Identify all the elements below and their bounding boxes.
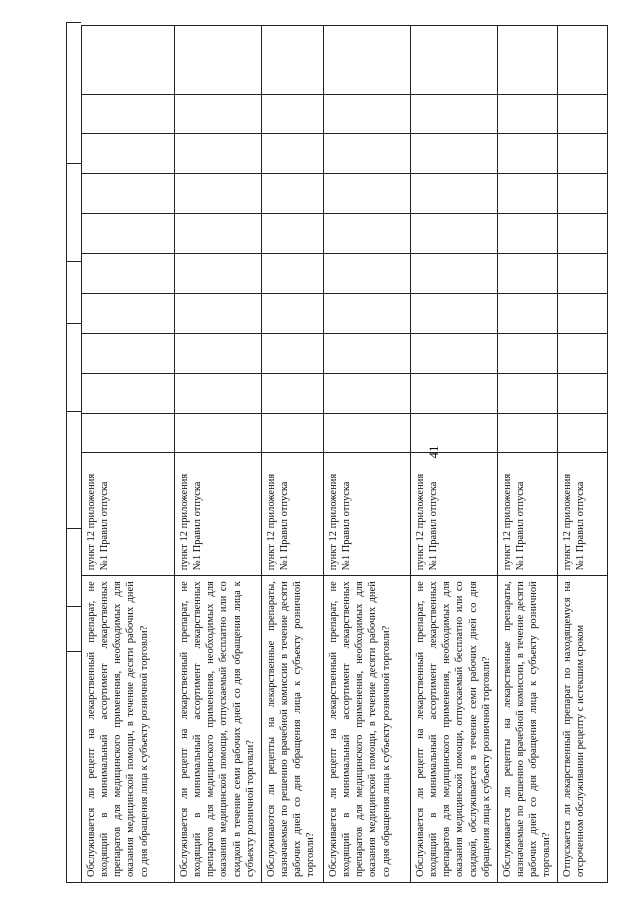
blank-cell bbox=[82, 134, 175, 174]
table-row bbox=[411, 26, 498, 883]
blank-cell bbox=[262, 373, 324, 413]
reference-cell: пункт 12 приложения №1 Правил отпуска bbox=[557, 453, 607, 576]
question-cell: Обслуживается ли рецепт на лекарственный препарат, не входящий в минимальный ассортимент лекарственных препаратов для медицинского применения, необходимых для оказания медицинской помощи, в течение десяти рабочих дней со дня обращения лица к субъекту розничной торговли? bbox=[82, 576, 175, 883]
margin-tick bbox=[67, 261, 82, 262]
reference-cell: пункт 12 приложения №1 Правил отпуска bbox=[498, 453, 558, 576]
question-cell: Обслуживается ли рецепт на лекарственный препарат, не входящий в минимальный ассортимент лекарственных препаратов для медицинского применения, необходимых для оказания медицинской помощи, отпускаемый бесплатно или со скидкой в течение семи рабочих дней со дня обращения лица к субъекту розничной торговли? bbox=[175, 576, 262, 883]
blank-cell bbox=[175, 134, 262, 174]
blank-cell bbox=[262, 26, 324, 95]
blank-cell bbox=[557, 214, 607, 254]
blank-cell bbox=[82, 26, 175, 95]
blank-cell bbox=[82, 413, 175, 453]
blank-cell bbox=[82, 333, 175, 373]
reference-cell: пункт 12 приложения №1 Правил отпуска bbox=[262, 453, 324, 576]
question-cell: Обслуживаются ли рецепты на лекарственные препараты, назначаемые по решению врачебной комиссии в течение десяти рабочих дней со дня обращения лица к субъекту розничной торговли? bbox=[262, 576, 324, 883]
table-row bbox=[262, 26, 324, 883]
blank-cell bbox=[175, 174, 262, 214]
blank-cell bbox=[82, 293, 175, 333]
blank-cell bbox=[175, 413, 262, 453]
margin-tick bbox=[67, 163, 82, 164]
blank-cell bbox=[557, 254, 607, 294]
blank-cell bbox=[411, 413, 498, 453]
blank-cell bbox=[411, 373, 498, 413]
blank-cell bbox=[262, 174, 324, 214]
blank-cell bbox=[175, 254, 262, 294]
table-row bbox=[82, 26, 175, 883]
blank-cell bbox=[411, 134, 498, 174]
table-row bbox=[498, 26, 558, 883]
blank-cell bbox=[262, 413, 324, 453]
blank-cell bbox=[324, 333, 411, 373]
blank-cell bbox=[262, 293, 324, 333]
blank-cell bbox=[557, 26, 607, 95]
margin-tick bbox=[67, 606, 82, 607]
reference-cell: пункт 12 приложения №1 Правил отпуска bbox=[175, 453, 262, 576]
blank-cell bbox=[498, 254, 558, 294]
blank-cell bbox=[411, 174, 498, 214]
rotated-table-container bbox=[81, 25, 605, 883]
blank-cell bbox=[262, 254, 324, 294]
blank-cell bbox=[262, 134, 324, 174]
blank-cell bbox=[324, 293, 411, 333]
reference-cell: пункт 12 приложения №1 Правил отпуска bbox=[324, 453, 411, 576]
checklist-table bbox=[81, 25, 608, 883]
blank-cell bbox=[411, 26, 498, 95]
reference-cell: пункт 12 приложения №1 Правил отпуска bbox=[82, 453, 175, 576]
blank-cell bbox=[175, 293, 262, 333]
blank-cell bbox=[324, 413, 411, 453]
blank-cell bbox=[82, 94, 175, 134]
blank-cell bbox=[498, 134, 558, 174]
blank-cell bbox=[175, 94, 262, 134]
question-cell: Обслуживается ли рецепты на лекарственные препараты, назначаемые по решению врачебной комиссии, в течение десяти рабочих дней со дня обращения лица к субъекту розничной торговли? bbox=[498, 576, 558, 883]
blank-cell bbox=[324, 174, 411, 214]
blank-cell bbox=[498, 26, 558, 95]
blank-cell bbox=[411, 333, 498, 373]
blank-cell bbox=[82, 214, 175, 254]
blank-cell bbox=[498, 373, 558, 413]
margin-tick bbox=[67, 528, 82, 529]
blank-cell bbox=[557, 333, 607, 373]
table-row bbox=[557, 26, 607, 883]
blank-cell bbox=[262, 214, 324, 254]
blank-cell bbox=[498, 174, 558, 214]
blank-cell bbox=[324, 94, 411, 134]
reference-cell: пункт 12 приложения №1 Правил отпуска bbox=[411, 453, 498, 576]
question-cell: Обслуживается ли рецепт на лекарственный препарат, не входящий в минимальный ассортимент лекарственных препаратов для медицинского применения, необходимых для оказания медицинской помощи, отпускаемый бесплатно или со скидкой, обслуживается в течение семи рабочих дней со дня обращения лица к субъекту розничной торговли? bbox=[411, 576, 498, 883]
table-row bbox=[324, 26, 411, 883]
margin-tick bbox=[67, 651, 82, 652]
margin-tick bbox=[67, 411, 82, 412]
margin-tick bbox=[67, 323, 82, 324]
blank-cell bbox=[411, 254, 498, 294]
blank-cell bbox=[175, 333, 262, 373]
blank-cell bbox=[324, 373, 411, 413]
blank-cell bbox=[411, 293, 498, 333]
blank-cell bbox=[557, 94, 607, 134]
blank-cell bbox=[557, 134, 607, 174]
blank-cell bbox=[262, 333, 324, 373]
blank-cell bbox=[324, 254, 411, 294]
blank-cell bbox=[498, 293, 558, 333]
blank-cell bbox=[175, 26, 262, 95]
blank-cell bbox=[82, 174, 175, 214]
blank-cell bbox=[498, 413, 558, 453]
blank-cell bbox=[411, 94, 498, 134]
question-cell: Обслуживается ли рецепт на лекарственный препарат, не входящий в минимальный ассортимент лекарственных препаратов для медицинского применения, необходимых для оказания медицинской помощи, в течение десяти рабочих дней со дня обращения лица к субъекту розничной торговли? bbox=[324, 576, 411, 883]
blank-cell bbox=[557, 373, 607, 413]
question-cell: Отпускается ли лекарственный препарат по находящемуся на отсроченном обслуживании рецепту с истекшим сроком bbox=[557, 576, 607, 883]
blank-cell bbox=[557, 174, 607, 214]
left-margin-strip bbox=[66, 22, 81, 883]
blank-cell bbox=[82, 254, 175, 294]
blank-cell bbox=[411, 214, 498, 254]
blank-cell bbox=[557, 293, 607, 333]
page-number: 41 bbox=[426, 445, 441, 459]
blank-cell bbox=[324, 134, 411, 174]
blank-cell bbox=[175, 373, 262, 413]
blank-cell bbox=[498, 333, 558, 373]
table-row bbox=[175, 26, 262, 883]
blank-cell bbox=[498, 94, 558, 134]
blank-cell bbox=[324, 214, 411, 254]
blank-cell bbox=[82, 373, 175, 413]
blank-cell bbox=[498, 214, 558, 254]
blank-cell bbox=[262, 94, 324, 134]
blank-cell bbox=[557, 413, 607, 453]
blank-cell bbox=[175, 214, 262, 254]
blank-cell bbox=[324, 26, 411, 95]
